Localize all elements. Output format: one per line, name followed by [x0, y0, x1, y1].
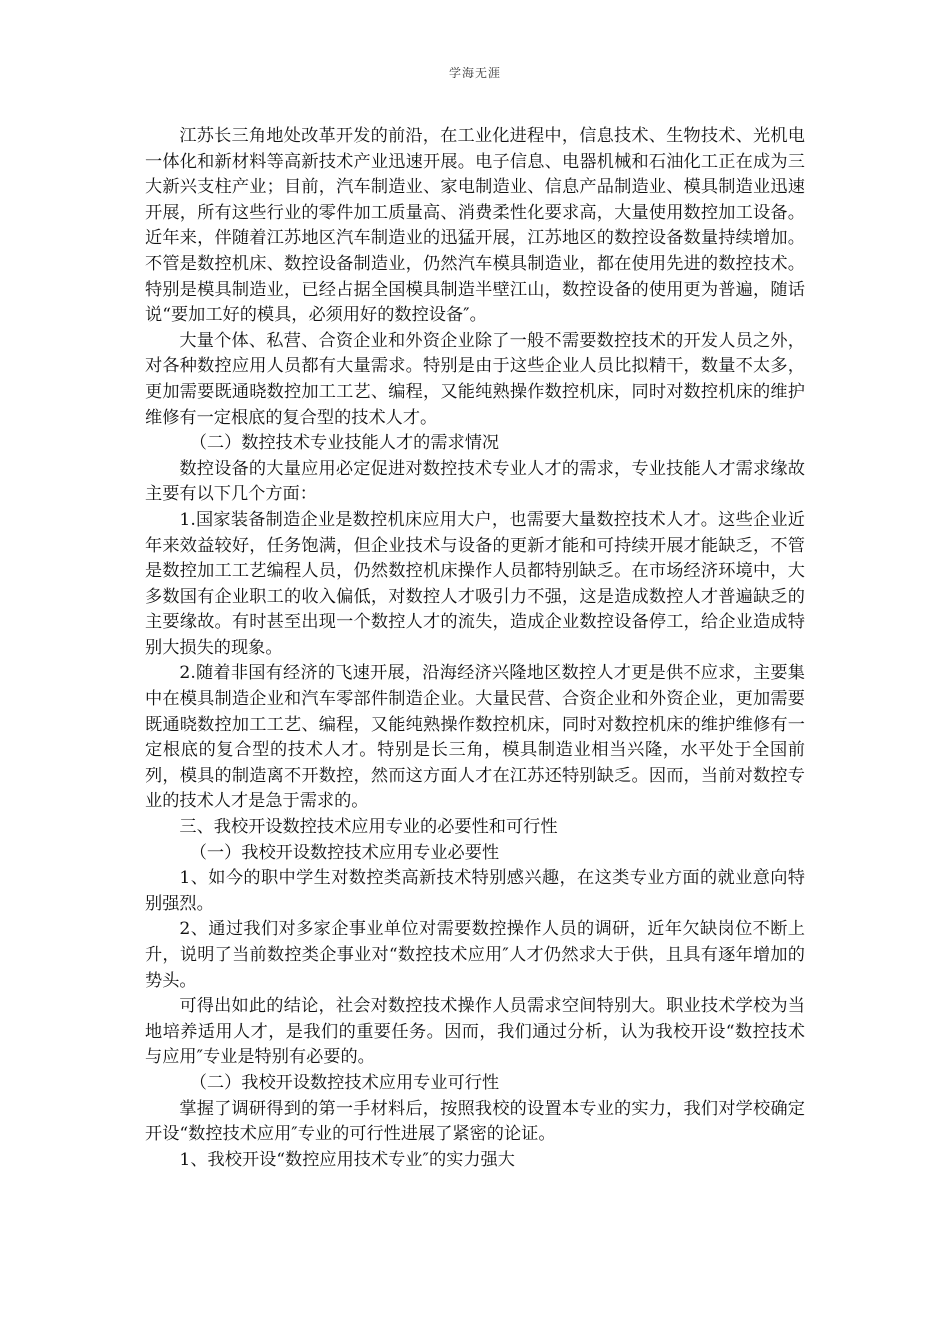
paragraph: 数控设备的大量应用必定促进对数控技术专业人才的需求，专业技能人才需求缘故主要有以下几个方面：	[145, 458, 805, 505]
document-body	[145, 124, 805, 1173]
section-subheading: （二）我校开设数控技术应用专业可行性	[189, 1072, 500, 1093]
paragraph: 1、我校开设“数控应用技术专业″的实力强大	[179, 1149, 515, 1170]
paragraph: 大量个体、私营、合资企业和外资企业除了一般不需要数控技术的开发人员之外，对各种数控应用人员都有大量需求。特别是由于这些企业人员比拟精干，数量不太多，更加需要既通晓数控加工工艺、编程，又能纯熟操作数控机床，同时对数控机床的维护维修有一定根底的复合型的技术人才。	[145, 330, 805, 428]
paragraph: 江苏长三角地处改革开发的前沿，在工业化进程中，信息技术、生物技术、光机电一体化和新材料等高新技术产业迅速开展。电子信息、电器机械和石油化工正在成为三大新兴支柱产业；目前，汽车制造业、家电制造业、信息产品制造业、模具制造业迅速开展，所有这些行业的零件加工质量高、消费柔性化要求高，大量使用数控加工设备。近年来，伴随着江苏地区汽车制造业的迅猛开展，江苏地区的数控设备数量持续增加。不管是数控机床、数控设备制造业，仍然汽车模具制造业，都在使用先进的数控技术。特别是模具制造业，已经占据全国模具制造半壁江山，数控设备的使用更为普遍，随话说“要加工好的模具，必须用好的数控设备″。	[145, 126, 805, 326]
page-header: 学海无涯	[448, 66, 501, 80]
paragraph: 1.国家装备制造企业是数控机床应用大户，也需要大量数控技术人才。这些企业近年来效益较好，任务饱满，但企业技术与设备的更新才能和可持续开展才能缺乏，不管是数控加工工艺编程人员，仍然数控机床操作人员都特别缺乏。在市场经济环境中，大多数国有企业职工的收入偏低，对数控人才吸引力不强，这是造成数控人才普遍缺乏的主要缘故。有时甚至出现一个数控人才的流失，造成企业数控设备停工，给企业造成特别大损失的现象。	[145, 509, 805, 658]
paragraph: 2.随着非国有经济的飞速开展，沿海经济兴隆地区数控人才更是供不应求，主要集中在模具制造企业和汽车零部件制造企业。大量民营、合资企业和外资企业，更加需要既通晓数控加工工艺、编程，又能纯熟操作数控机床，同时对数控机床的维护维修有一定根底的复合型的技术人才。特别是长三角，模具制造业相当兴隆，水平处于全国前列，模具的制造离不开数控，然而这方面人才在江苏还特别缺乏。因而，当前对数控专业的技术人才是急于需求的。	[145, 663, 805, 812]
paragraph: 可得出如此的结论，社会对数控技术操作人员需求空间特别大。职业技术学校为当地培养适用人才，是我们的重要任务。因而，我们通过分析，认为我校开设“数控技术与应用″专业是特别有必要的。	[145, 996, 805, 1068]
section-subheading: （二）数控技术专业技能人才的需求情况	[189, 433, 500, 454]
paragraph: 2、通过我们对多家企事业单位对需要数控操作人员的调研，近年欠缺岗位不断上升，说明了当前数控类企事业对“数控技术应用″人才仍然求大于供，且具有逐年增加的势头。	[145, 919, 805, 991]
paragraph: 1、如今的职中学生对数控类高新技术特别感兴趣，在这类专业方面的就业意向特别强烈。	[145, 868, 805, 914]
section-heading: 三、我校开设数控技术应用专业的必要性和可行性	[179, 817, 558, 838]
paragraph: 掌握了调研得到的第一手材料后，按照我校的设置本专业的实力，我们对学校确定开设“数控技术应用″专业的可行性进展了紧密的论证。	[145, 1098, 805, 1145]
section-subheading: （一）我校开设数控技术应用专业必要性	[189, 842, 500, 863]
